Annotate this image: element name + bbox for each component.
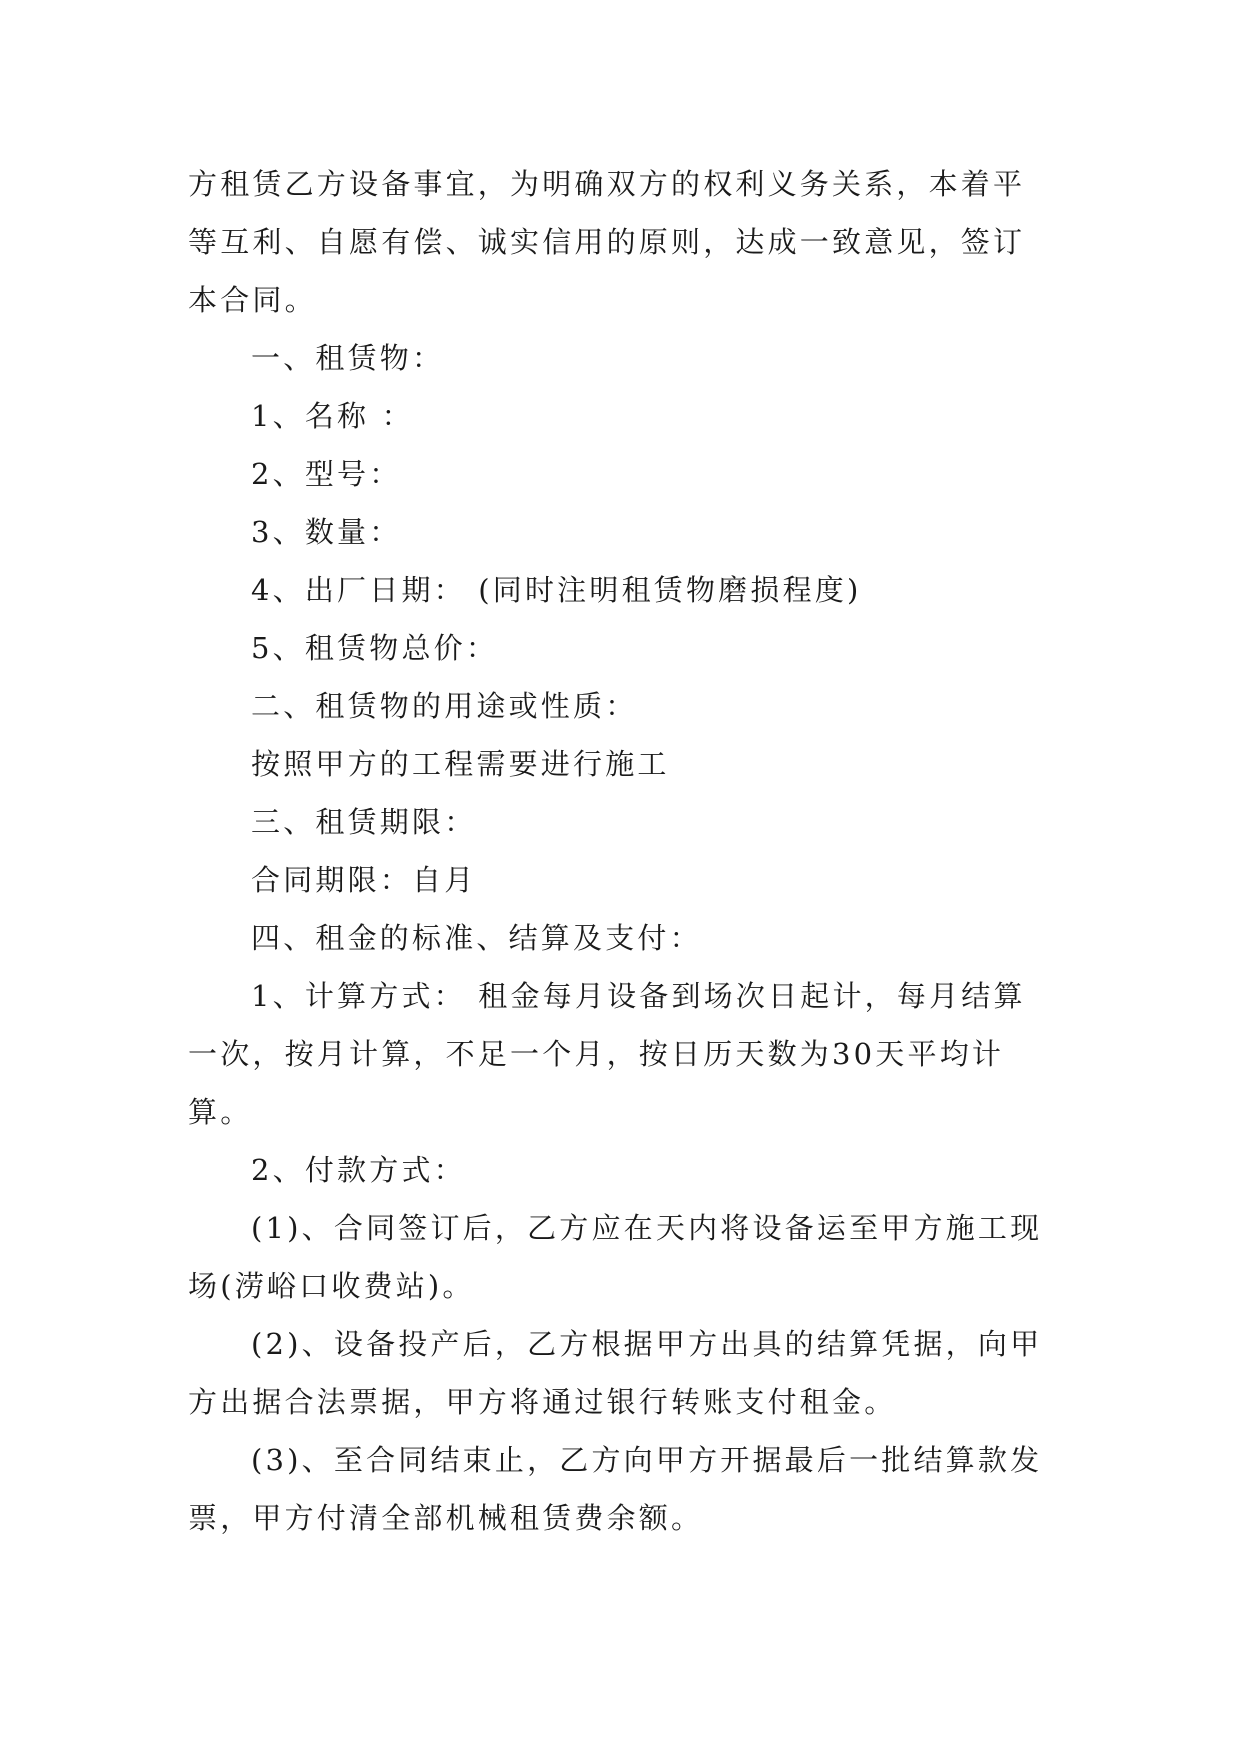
payment-clause-3: (3)、至合同结束止，乙方向甲方开据最后一批结算款发票，甲方付清全部机械租赁费余额。 [188,1443,1043,1535]
document-body [188,155,1054,1547]
purpose-text: 按照甲方的工程需要进行施工 [251,747,670,781]
heading-purpose: 二、租赁物的用途或性质： [251,689,638,723]
item-quantity: 3、数量： [251,515,402,549]
item-name: 1、名称 ： [251,399,414,433]
heading-lease-term: 三、租赁期限： [251,805,477,839]
item-total-price: 5、租赁物总价： [251,631,499,665]
rent-calculation: 1、计算方式： 租金每月设备到场次日起计，每月结算一次，按月计算，不足一个月，按日历天数为30天平均计算。 [188,979,1026,1129]
heading-lease-object: 一、租赁物： [251,341,445,375]
lease-term-text: 合同期限：自月 [251,863,477,897]
heading-rent: 四、租金的标准、结算及支付： [251,921,702,955]
heading-payment-method: 2、付款方式： [251,1153,466,1187]
payment-clause-1: (1)、合同签订后，乙方应在天内将设备运至甲方施工现场(涝峪口收费站)。 [188,1211,1043,1303]
paragraph-intro: 方租赁乙方设备事宜，为明确双方的权利义务关系，本着平等互利、自愿有偿、诚实信用的原则，达成一致意见，签订本合同。 [188,167,1026,317]
item-model: 2、型号： [251,457,402,491]
item-manufacture-date: 4、出厂日期： (同时注明租赁物磨损程度) [251,573,862,607]
payment-clause-2: (2)、设备投产后，乙方根据甲方出具的结算凭据，向甲方出据合法票据，甲方将通过银行转账支付租金。 [188,1327,1043,1419]
